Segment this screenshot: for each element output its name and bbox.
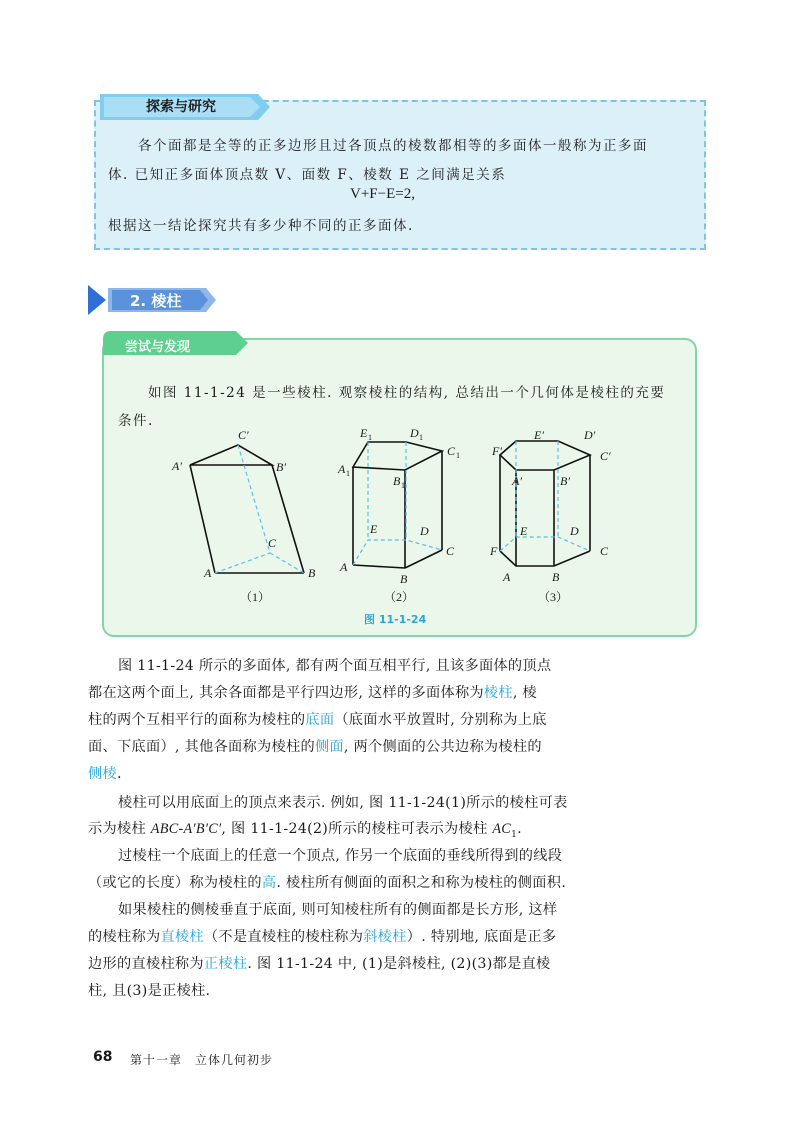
label-D1-fig3: D′ (584, 428, 596, 442)
svg-text:1: 1 (346, 469, 350, 478)
try-line-2: 条件. (118, 413, 154, 429)
label-E-fig3: E (520, 524, 528, 538)
label-E-fig2: E (370, 522, 378, 536)
prism-figures (160, 425, 640, 610)
label-A1-fig2: A (338, 462, 346, 476)
figure-1-label: （1） (240, 590, 271, 604)
p1-line-4: 面、下底面）, 其他各面称为棱柱的侧面, 两个侧面的公共边称为棱柱的 (88, 739, 542, 755)
figure-3-label: （3） (538, 590, 569, 604)
explore-formula: V+F−E=2, (350, 186, 415, 202)
label-D-fig3: D (570, 524, 579, 538)
p1-line-1: 图 11-1-24 所示的多面体, 都有两个面互相平行, 且该多面体的顶点 (118, 658, 552, 674)
p1-line-5: 侧棱. (88, 766, 122, 782)
label-B-fig2: B (400, 572, 408, 586)
page-number: 68 (93, 1049, 113, 1065)
label-A-fig3: A (503, 570, 511, 584)
explore-line-4: 根据这一结论探究共有多少种不同的正多面体. (108, 218, 414, 234)
label-A1-fig3: A′ (512, 474, 522, 488)
keyword-base: 底面 (305, 712, 335, 728)
label-C1-fig1: C′ (238, 428, 249, 442)
keyword-lateral-edge: 侧棱 (88, 766, 117, 782)
explore-line-2: 体. 已知正多面体顶点数 V、面数 F、棱数 E 之间满足关系 (108, 167, 507, 183)
label-C-fig1: C (268, 536, 277, 550)
keyword-prism: 棱柱 (483, 685, 513, 701)
keyword-regular-prism: 正棱柱 (203, 956, 248, 972)
section-heading: 2. 棱柱 (130, 292, 182, 310)
label-C1-fig3: C′ (600, 449, 611, 463)
chapter-title: 第十一章 立体几何初步 (130, 1053, 274, 1067)
try-line-1: 如图 11-1-24 是一些棱柱. 观察棱柱的结构, 总结出一个几何体是棱柱的充要 (148, 385, 666, 401)
figure-2-label: （2） (384, 590, 415, 604)
label-A-fig1: A (204, 566, 212, 580)
explore-tab-label: 探索与研究 (146, 99, 216, 115)
label-D-fig2: D (420, 524, 429, 538)
svg-text:1: 1 (401, 481, 405, 490)
label-F-fig3: F (490, 544, 498, 558)
label-E1-fig3: E′ (534, 428, 544, 442)
figure-3-regular-prism (489, 428, 611, 604)
label-B1-fig1: B′ (276, 460, 286, 474)
p3-line-2: （或它的长度）称为棱柱的高. 棱柱所有侧面的面积之和称为棱柱的侧面积. (88, 875, 567, 891)
p2-line-2: 示为棱柱 ABC-A′B′C′, 图 11-1-24(2)所示的棱柱可表示为棱柱 $AC_1$. (88, 821, 522, 840)
explore-line-1: 各个面都是全等的正多边形且过各顶点的棱数都相等的多面体一般称为正多面 (138, 138, 648, 154)
p1-line-2: 都在这两个面上, 其余各面都是平行四边形, 这样的多面体称为棱柱, 棱 (88, 685, 538, 701)
svg-text:1: 1 (456, 451, 460, 460)
p2-line-1: 棱柱可以用底面上的顶点来表示. 例如, 图 11-1-24(1)所示的棱柱可表 (118, 795, 568, 811)
try-tab-label: 尝试与发现 (125, 340, 191, 355)
figure-caption: 图 11-1-24 (364, 613, 427, 626)
p4-line-4: 柱, 且(3)是正棱柱. (88, 983, 211, 999)
label-C1-fig2: C (447, 444, 456, 458)
keyword-oblique-prism: 斜棱柱 (363, 929, 407, 945)
label-C-fig2: C (446, 544, 455, 558)
figure-2-right-prism (337, 426, 460, 604)
keyword-lateral-face: 侧面 (314, 739, 344, 755)
label-B1-fig3: B′ (560, 474, 570, 488)
svg-text:1: 1 (368, 433, 372, 442)
label-E1-fig2: E (360, 426, 368, 440)
p4-line-2: 的棱柱称为直棱柱（不是直棱柱的棱柱称为斜棱柱）. 特别地, 底面是正多 (88, 929, 557, 945)
label-B1-fig2: B (393, 474, 401, 488)
figure-1-oblique-prism (171, 428, 316, 604)
keyword-height: 高 (261, 875, 277, 891)
label-D1-fig2: D (410, 426, 419, 440)
label-B-fig1: B (308, 566, 316, 580)
p3-line-1: 过棱柱一个底面上的任意一个顶点, 作另一个底面的垂线所得到的线段 (118, 848, 563, 864)
p4-line-1: 如果棱柱的侧棱垂直于底面, 则可知棱柱所有的侧面都是长方形, 这样 (118, 902, 558, 918)
label-A-fig2: A (340, 560, 348, 574)
keyword-right-prism: 直棱柱 (160, 929, 204, 945)
label-A1-fig1: A′ (172, 459, 182, 473)
label-C-fig3: C (600, 544, 609, 558)
p1-line-3: 柱的两个互相平行的面称为棱柱的底面（底面水平放置时, 分别称为上底 (88, 712, 547, 728)
label-F1-fig3: F′ (492, 444, 502, 458)
p4-line-3: 边形的直棱柱称为正棱柱. 图 11-1-24 中, (1)是斜棱柱, (2)(3)都是直棱 (88, 956, 551, 972)
label-B-fig3: B (552, 570, 560, 584)
svg-text:1: 1 (419, 433, 423, 442)
